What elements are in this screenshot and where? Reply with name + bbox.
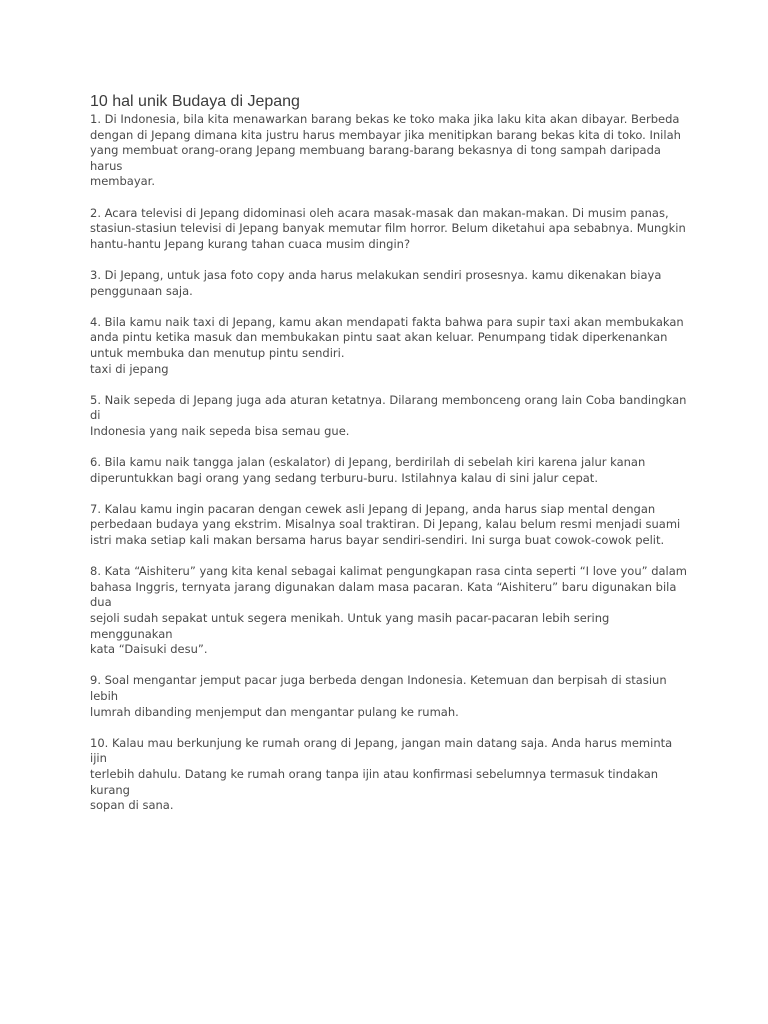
paragraph-2: 2. Acara televisi di Jepang didominasi oleh acara masak-masak dan makan-makan. Di musim panas, stasiun-stasiun televisi di Jepang banyak memutar film horror. Belum diketahui apa sebabnya. Mungkin hantu-hantu Jepang kurang tahan cuaca musim dingin?	[90, 205, 686, 251]
document-body	[90, 112, 690, 814]
paragraph-10: 10. Kalau mau berkunjung ke rumah orang di Jepang, jangan main datang saja. Anda harus meminta ijin terlebih dahulu. Datang ke rumah orang tanpa ijin atau konfirmasi sebelumnya termasuk tindakan kurang sopan di sana.	[90, 735, 673, 813]
paragraph-4: 4. Bila kamu naik taxi di Jepang, kamu akan mendapati fakta bahwa para supir taxi akan membukakan anda pintu ketika masuk dan membukakan pintu saat akan keluar. Penumpang tidak diperkenankan untuk membuka dan menutup pintu sendiri. taxi di jepang	[90, 314, 684, 376]
paragraph-9: 9. Soal mengantar jemput pacar juga berbeda dengan Indonesia. Ketemuan dan berpisah di stasiun lebih lumrah dibanding menjemput dan mengantar pulang ke rumah.	[90, 673, 667, 719]
paragraph-7: 7. Kalau kamu ingin pacaran dengan cewek asli Jepang di Jepang, anda harus siap mental dengan perbedaan budaya yang ekstrim. Misalnya soal traktiran. Di Jepang, kalau belum resmi menjadi suami istri maka setiap kali makan bersama harus bayar sendiri-sendiri. Ini surga buat cowok-cowok pelit.	[90, 501, 681, 548]
paragraph-3: 3. Di Jepang, untuk jasa foto copy anda harus melakukan sendiri prosesnya. kamu dikenakan biaya penggunaan saja.	[90, 267, 662, 298]
paragraph-5: 5. Naik sepeda di Jepang juga ada aturan ketatnya. Dilarang membonceng orang lain Coba bandingkan di Indonesia yang naik sepeda bisa semau gue.	[90, 392, 687, 438]
document-page	[90, 92, 690, 814]
paragraph-8: 8. Kata “Aishiteru” yang kita kenal sebagai kalimat pengungkapan rasa cinta seperti “I love you” dalam bahasa Inggris, ternyata jarang digunakan dalam masa pacaran. Kata “Aishiteru” baru digunakan bila dua sejoli sudah sepakat untuk segera menikah. Untuk yang masih pacar-pacaran lebih sering menggunakan kata “Daisuki desu”.	[90, 564, 688, 657]
paragraph-6: 6. Bila kamu naik tangga jalan (eskalator) di Jepang, berdirilah di sebelah kiri karena jalur kanan diperuntukkan bagi orang yang sedang terburu-buru. Istilahnya kalau di sini jalur cepat.	[90, 455, 646, 485]
paragraph-1: 1. Di Indonesia, bila kita menawarkan barang bekas ke toko maka jika laku kita akan dibayar. Berbeda dengan di Jepang dimana kita justru harus membayar jika menitipkan barang bekas kita di toko. Inilah yang membuat orang-orang Jepang membuang barang-barang bekasnya di tong sampah daripada harus membayar.	[90, 112, 681, 189]
document-title: 10 hal unik Budaya di Jepang	[90, 93, 300, 110]
